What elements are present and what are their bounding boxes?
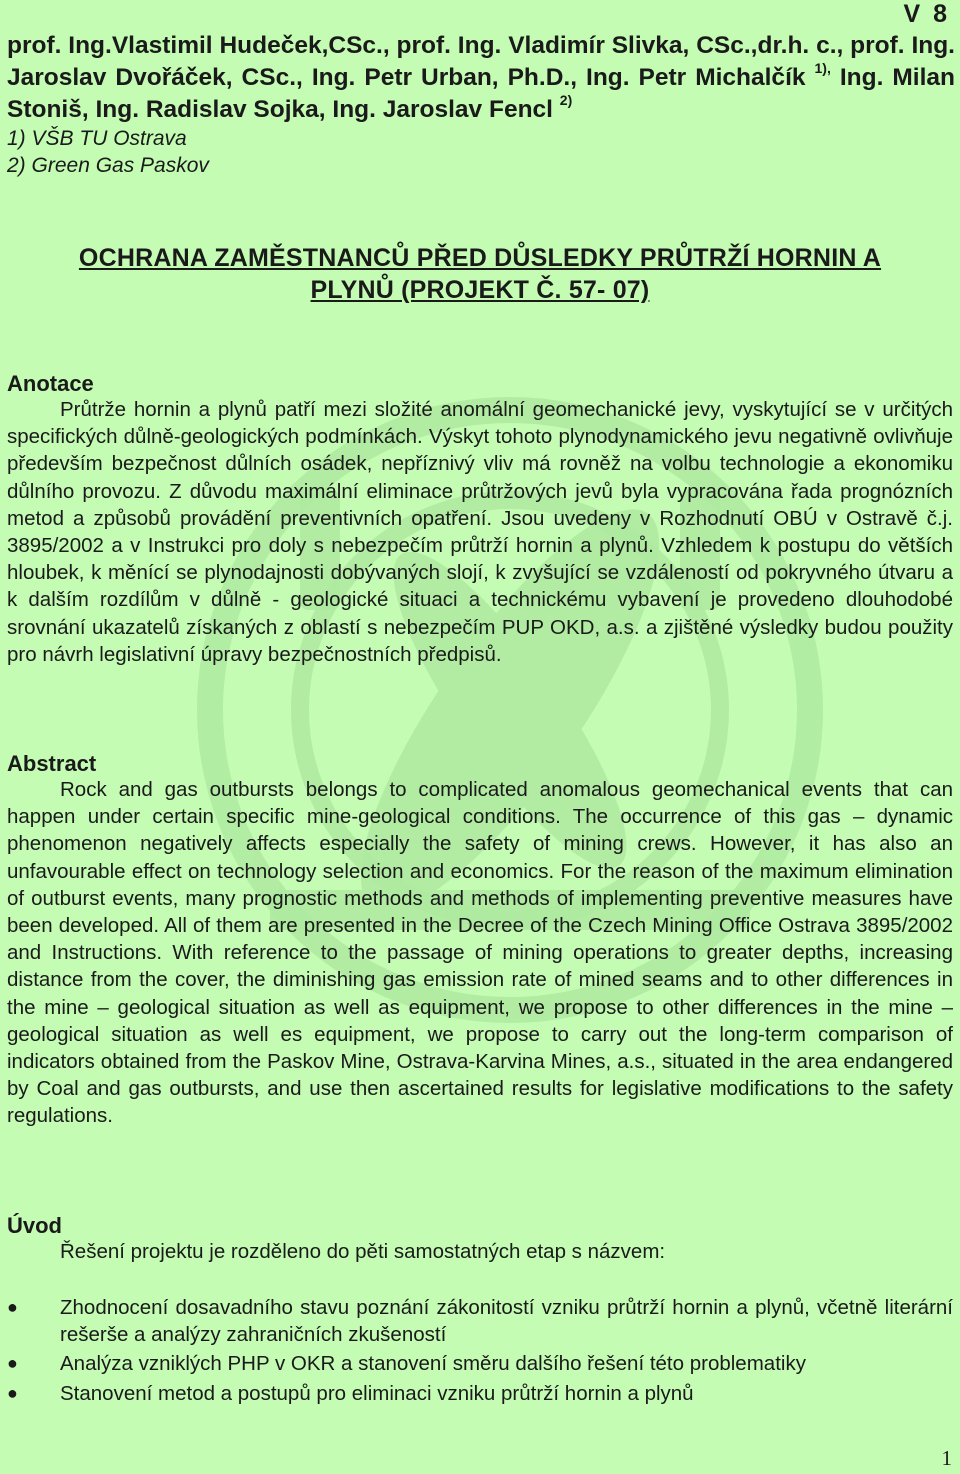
list-item-text: Analýza vzniklých PHP v OKR a stanovení směru dalšího řešení této problematiky — [60, 1352, 806, 1376]
uvod-heading: Úvod — [7, 1213, 62, 1238]
anotace-text: Průtrže hornin a plynů patří mezi složité anomální geomechanické jevy, vyskytující se v určitých specifických důlně-geologických podmínkách. Výskyt tohoto plynodynamického jevu negativně ovlivňuje především bezpečnost důlních osádek, nepříznivý vliv má rovněž na volbu technologie a ekonomiku důlního provozu. Z důvodu maximální eliminace průtržových jevů byla vypracována řada prognózních metod a způsobů provádění preventivních opatření. Jsou uvedeny v Rozhodnutí OBÚ v Ostravě č.j. 3895/2002 a v Instrukci pro doly s nebezpečím průtrží hornin a plynů. Vzhledem k postupu do větších hloubek, k měnící se plynodajnosti dobývaných slojí, k zvyšující se vzdáleností od pokryvného útvaru a k dalším rozdílům v důlně - geologické situaci a technickému vybavení je provedeno dlouhodobé srovnání ukazatelů získaných z oblastí s nebezpečím PUP OKD, a.s. a zjištěné výsledky budou použity pro návrh legislativní úpravy bezpečnostních předpisů. — [7, 398, 953, 666]
abstract-heading: Abstract — [7, 751, 97, 776]
page-number: 1 — [941, 1446, 952, 1470]
section-code: V 8 — [903, 0, 950, 28]
authors-superscript-1: 1), — [814, 60, 831, 76]
abstract-text: Rock and gas outbursts belongs to complicated anomalous geomechanical events that can happen under certain specific mine-geological conditions. The occurrence of this gas – dynamic phenomenon negatively affects especially the safety of mining crews. However, it has also an unfavourable effect on technology selection and economics. For the reason of the maximum elimination of outburst events, many prognostic methods and methods of implementing preventive measures have been developed. All of them are presented in the Decree of the Czech Mining Office Ostrava 3895/2002 and Instructions. With reference to the passage of mining operations to greater depths, increasing distance from the cover, the diminishing gas emission rate of mined seams and to other differences in the mine – geological situation as well as equipment, we propose to other differences in the mine – geological situation as well es equipment, we propose to carry out the long-term comparison of indicators obtained from the Paskov Mine, Ostrava-Karvina Mines, a.s., situated in the area endangered by Coal and gas outbursts, and use then ascertained results for legislative modifications to the safety regulations. — [7, 778, 953, 1128]
list-item — [7, 1380, 953, 1407]
affiliation-1: 1) VŠB TU Ostrava — [7, 127, 187, 150]
title-line-2: PLYNŮ (PROJEKT Č. 57- 07) — [310, 276, 650, 304]
bullet-icon: ● — [7, 1353, 18, 1374]
etapy-list — [7, 1294, 953, 1407]
authors-line — [7, 30, 955, 126]
list-item — [7, 1294, 953, 1348]
bullet-icon: ● — [7, 1297, 18, 1317]
list-item-text: Stanovení metod a postupů pro eliminaci vzniku průtrží hornin a plynů — [60, 1381, 694, 1405]
authors-superscript-2: 2) — [559, 92, 573, 108]
affiliation-2: 2) Green Gas Paskov — [7, 154, 209, 177]
authors-text-1: prof. Ing.Vlastimil Hudeček,CSc., prof. Ing. Vladimír Slivka, CSc.,dr.h. c., prof. Ing. Jaroslav Dvořáček, CSc., Ing. Petr Urban, Ph.D., Ing. Petr Michalčík — [7, 32, 955, 91]
authors-text-2: Ing. Milan Stoniš, Ing. Radislav Sojka, Ing. Jaroslav Fencl — [7, 64, 955, 123]
anotace-heading: Anotace — [7, 371, 94, 396]
uvod-intro: Řešení projektu je rozděleno do pěti samostatných etap s názvem: — [60, 1240, 666, 1263]
bullet-icon: ● — [7, 1382, 18, 1403]
list-item — [7, 1350, 953, 1377]
title-line-1: OCHRANA ZAMĚSTNANCŮ PŘED DŮSLEDKY PRŮTRŽÍ HORNIN A — [78, 244, 882, 272]
list-item-text: Zhodnocení dosavadního stavu poznání zákonitostí vzniku průtrží hornin a plynů, včetně literární rešerše a analýzy zahraničních zkušeností — [60, 1296, 953, 1347]
paper-title — [30, 242, 930, 306]
